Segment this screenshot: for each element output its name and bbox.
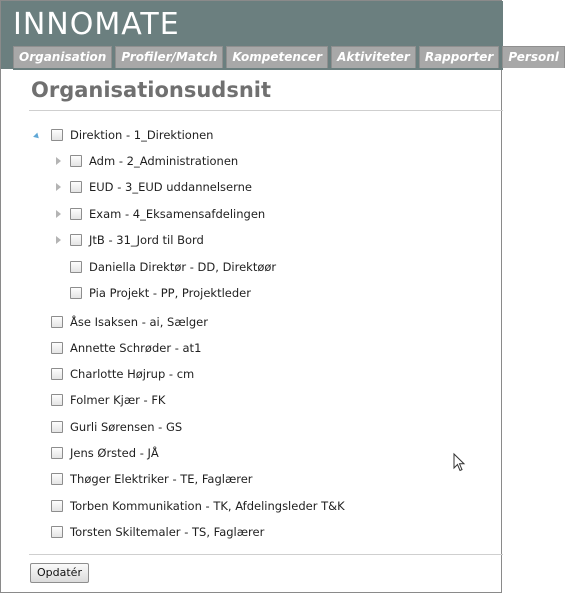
- tree-node-person: [51, 445, 159, 461]
- tree-node-label: Åse Isaksen - ai, Sælger: [70, 315, 208, 329]
- tree-node-label: Annette Schrøder - at1: [70, 341, 202, 355]
- expand-arrow-icon[interactable]: [53, 153, 63, 169]
- tree-node-person: [51, 366, 194, 382]
- expand-arrow-icon[interactable]: [53, 206, 63, 222]
- tree-node-label: Pia Projekt - PP, Projektleder: [89, 286, 251, 300]
- tree-node-label: Adm - 2_Administrationen: [89, 154, 239, 168]
- mouse-cursor-icon: [453, 453, 467, 473]
- tree-node-person: [51, 524, 264, 540]
- tree-node-person: [51, 498, 345, 514]
- collapse-arrow-icon[interactable]: [32, 127, 42, 143]
- tab-organisation[interactable]: Organisation: [13, 46, 112, 68]
- checkbox-person[interactable]: [51, 526, 63, 538]
- tab-rapporter[interactable]: Rapporter: [419, 46, 499, 68]
- tree-node-label: JtB - 31_Jord til Bord: [89, 233, 204, 247]
- tree-node-person: [51, 471, 253, 487]
- tree-node-label: EUD - 3_EUD uddannelserne: [89, 180, 252, 194]
- checkbox-person[interactable]: [51, 394, 63, 406]
- checkbox-person[interactable]: [51, 473, 63, 485]
- header-bar: [1, 1, 559, 69]
- content-top-border: [13, 68, 503, 70]
- tree-node-label: Direktion - 1_Direktionen: [70, 128, 214, 142]
- tree-node-label: Daniella Direktør - DD, Direktøør: [89, 260, 277, 274]
- tree-node-child: [70, 153, 238, 169]
- tab-profiler-match[interactable]: Profiler/Match: [115, 46, 223, 68]
- checkbox-person[interactable]: [51, 447, 63, 459]
- checkbox-person[interactable]: [51, 421, 63, 433]
- tree-node-label: Thøger Elektriker - TE, Faglærer: [70, 472, 253, 486]
- tree-node-person: [51, 392, 165, 408]
- checkbox-eud[interactable]: [70, 181, 82, 193]
- tab-kompetencer[interactable]: Kompetencer: [226, 46, 328, 68]
- checkbox-adm[interactable]: [70, 155, 82, 167]
- tree-node-child: [70, 206, 265, 222]
- checkbox-person[interactable]: [51, 368, 63, 380]
- tree-node-label: Exam - 4_Eksamensafdelingen: [89, 207, 266, 221]
- tree-node-label: Jens Ørsted - JÅ: [70, 446, 159, 460]
- tree-node-person: [51, 340, 201, 356]
- tree-node-child: [70, 232, 204, 248]
- footer-divider: [29, 554, 503, 555]
- checkbox-person[interactable]: [51, 342, 63, 354]
- innomate-logo: INNOMATE: [13, 7, 180, 42]
- checkbox-jtb[interactable]: [70, 234, 82, 246]
- checkbox-person[interactable]: [51, 500, 63, 512]
- tree-node-child: [70, 259, 276, 275]
- checkbox-exam[interactable]: [70, 208, 82, 220]
- page-title: Organisationsudsnit: [31, 78, 272, 102]
- tab-personale[interactable]: Personl: [502, 46, 565, 68]
- checkbox-direktion[interactable]: [51, 129, 63, 141]
- tree-node-root: [51, 127, 213, 143]
- tree-node-label: Torsten Skiltemaler - TS, Faglærer: [70, 525, 265, 539]
- tree-node-person: [51, 314, 208, 330]
- tree-node-child: [70, 285, 251, 301]
- expand-arrow-icon[interactable]: [53, 232, 63, 248]
- main-nav-tabs: [13, 46, 568, 68]
- checkbox-pia[interactable]: [70, 287, 82, 299]
- tab-aktiviteter[interactable]: Aktiviteter: [331, 46, 416, 68]
- tree-node-label: Torben Kommunikation - TK, Afdelingsleder T&K: [70, 499, 345, 513]
- tree-node-child: [70, 179, 252, 195]
- title-divider: [29, 110, 503, 111]
- tree-node-label: Gurli Sørensen - GS: [70, 420, 183, 434]
- tree-node-person: [51, 419, 182, 435]
- expand-arrow-icon[interactable]: [53, 179, 63, 195]
- checkbox-daniella[interactable]: [70, 261, 82, 273]
- update-button[interactable]: Opdatér: [30, 563, 89, 583]
- tree-node-label: Charlotte Højrup - cm: [70, 367, 195, 381]
- tree-node-label: Folmer Kjær - FK: [70, 393, 166, 407]
- checkbox-person[interactable]: [51, 316, 63, 328]
